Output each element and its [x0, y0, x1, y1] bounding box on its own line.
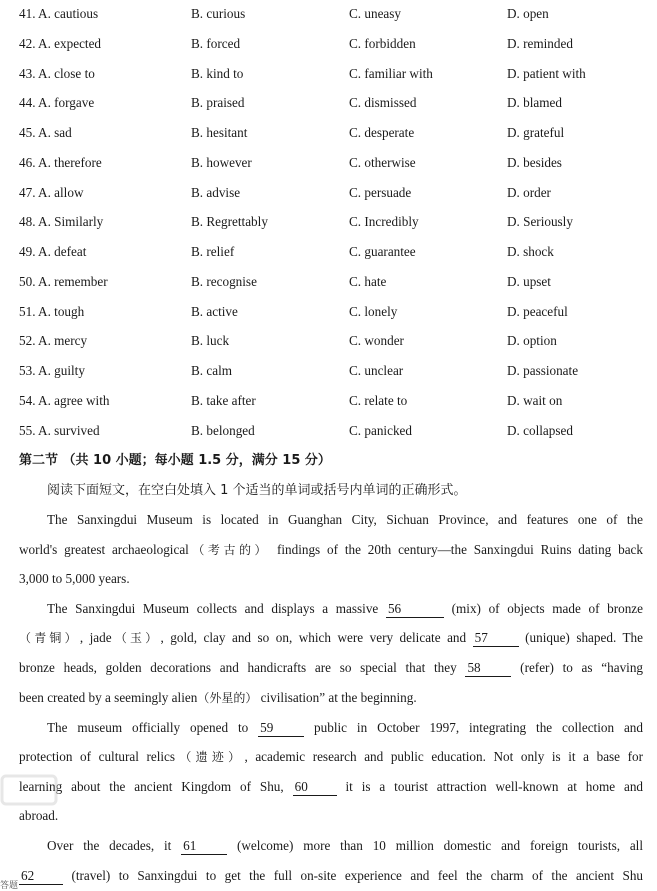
option-a[interactable]: 50. A. remember — [19, 273, 108, 289]
option-a[interactable]: 48. A. Similarly — [19, 214, 104, 230]
blank-61[interactable]: 61 — [181, 838, 227, 855]
option-d[interactable]: D. patient with — [507, 65, 586, 81]
option-c[interactable]: C. wonder — [349, 333, 404, 349]
option-b[interactable]: B. recognise — [191, 273, 257, 289]
option-row — [0, 302, 657, 322]
option-b[interactable]: B. take after — [191, 392, 256, 408]
option-c[interactable]: C. dismissed — [349, 95, 417, 111]
option-d[interactable]: D. passionate — [507, 363, 579, 378]
watermark-logo — [0, 770, 60, 819]
option-a[interactable]: 55. A. survived — [19, 422, 100, 438]
option-a[interactable]: 47. A. allow — [19, 184, 84, 200]
option-row — [0, 272, 657, 292]
option-a[interactable]: 46. A. therefore — [19, 154, 102, 170]
option-row — [0, 4, 657, 24]
option-a[interactable]: 43. A. close to — [19, 65, 95, 81]
section-heading: 第二节 （共 10 小题；每小题 1.5 分，满分 15 分） — [19, 453, 331, 468]
blank-62[interactable]: 62 — [19, 868, 63, 885]
passage-line: learning about the ancient Kingdom of Shu, 60 it is a tourist attraction well-known at home and — [19, 779, 644, 794]
option-c[interactable]: C. forbidden — [349, 35, 416, 51]
option-c[interactable]: C. panicked — [349, 422, 412, 438]
option-b[interactable]: B. hesitant — [191, 125, 248, 140]
option-c[interactable]: C. relate to — [349, 392, 408, 408]
option-b[interactable]: B. active — [191, 303, 238, 319]
option-a[interactable]: 45. A. sad — [19, 125, 72, 140]
option-b[interactable]: B. relief — [191, 244, 235, 259]
option-c[interactable]: C. lonely — [349, 303, 398, 319]
passage-line: bronze heads, golden decorations and handicrafts are so special that they 58 (refer) to as “having — [19, 660, 644, 675]
blank-56[interactable]: 56 — [386, 601, 444, 618]
blank-58[interactable]: 58 — [465, 660, 511, 677]
option-row — [0, 123, 657, 143]
option-d[interactable]: D. collapsed — [507, 422, 573, 438]
passage-line: The Sanxingdui Museum collects and displays a massive 56 (mix) of objects made of bronze — [47, 601, 644, 616]
option-a[interactable]: 41. A. cautious — [19, 6, 99, 21]
corner-label: 答题 — [0, 881, 19, 891]
option-row — [0, 331, 657, 351]
option-b[interactable]: B. advise — [191, 184, 241, 200]
option-c[interactable]: C. familiar with — [349, 65, 433, 81]
passage-line: The museum officially opened to 59 public in October 1997, integrating the collection and — [47, 720, 643, 735]
passage-line: 3,000 to 5,000 years. — [19, 571, 130, 586]
option-c[interactable]: C. hate — [349, 273, 387, 289]
option-row — [0, 93, 657, 113]
option-b[interactable]: B. calm — [191, 363, 233, 378]
option-d[interactable]: D. open — [507, 6, 549, 21]
option-a[interactable]: 53. A. guilty — [19, 363, 85, 378]
passage-line: The Sanxingdui Museum is located in Guanghan City, Sichuan Province, and features one of the — [47, 512, 643, 527]
option-c[interactable]: C. Incredibly — [349, 214, 419, 230]
option-a[interactable]: 49. A. defeat — [19, 244, 87, 259]
option-b[interactable]: B. curious — [191, 6, 246, 21]
option-c[interactable]: C. otherwise — [349, 154, 416, 170]
option-b[interactable]: B. Regrettably — [191, 214, 268, 230]
passage-line: Over the decades, it 61 (welcome) more than 10 million domestic and foreign tourists, all — [47, 838, 644, 853]
option-d[interactable]: D. option — [507, 333, 557, 349]
option-c[interactable]: C. uneasy — [349, 6, 402, 21]
option-row — [0, 212, 657, 232]
option-c[interactable]: C. unclear — [349, 363, 404, 378]
option-d[interactable]: D. order — [507, 184, 551, 200]
blank-59[interactable]: 59 — [258, 720, 304, 737]
passage-line: world's greatest archaeological（考古的） findings of the 20th century—the Sanxingdui Ruins dating back — [19, 542, 643, 557]
option-row — [0, 421, 657, 441]
blank-60[interactable]: 60 — [293, 779, 337, 796]
option-d[interactable]: D. upset — [507, 273, 551, 289]
passage-line: （青铜）, jade（玉）, gold, clay and so on, which were very delicate and 57 (unique) shaped. The — [19, 630, 644, 645]
option-b[interactable]: B. kind to — [191, 65, 244, 81]
option-d[interactable]: D. wait on — [507, 392, 563, 408]
section-instruction: 阅读下面短文，在空白处填入 1 个适当的单词或括号内单词的正确形式。 — [47, 483, 467, 498]
passage-line: protection of cultural relics（遗迹）, academic research and public education. Not only is it a base for — [19, 749, 643, 764]
option-row — [0, 34, 657, 54]
option-b[interactable]: B. however — [191, 154, 252, 170]
option-d[interactable]: D. besides — [507, 154, 562, 170]
option-a[interactable]: 54. A. agree with — [19, 392, 110, 408]
option-row — [0, 153, 657, 173]
option-row — [0, 242, 657, 262]
blank-57[interactable]: 57 — [473, 630, 519, 647]
option-row — [0, 183, 657, 203]
option-c[interactable]: C. desperate — [349, 125, 415, 140]
passage-line: 62 (travel) to Sanxingdui to get the full on-site experience and feel the charm of the ancient Shu — [21, 868, 644, 883]
option-row — [0, 391, 657, 411]
passage-line: abroad. — [19, 808, 59, 823]
option-d[interactable]: D. blamed — [507, 95, 562, 111]
option-c[interactable]: C. guarantee — [349, 244, 416, 259]
option-d[interactable]: D. shock — [507, 244, 554, 259]
option-row — [0, 361, 657, 381]
option-a[interactable]: 51. A. tough — [19, 303, 85, 319]
option-c[interactable]: C. persuade — [349, 184, 412, 200]
passage-line: been created by a seemingly alien（外星的） civilisation” at the beginning. — [19, 690, 417, 705]
option-b[interactable]: B. belonged — [191, 422, 255, 438]
watermark-icon — [0, 770, 60, 810]
option-d[interactable]: D. peaceful — [507, 303, 568, 319]
option-a[interactable]: 44. A. forgave — [19, 95, 95, 111]
option-b[interactable]: B. forced — [191, 35, 241, 51]
option-a[interactable]: 52. A. mercy — [19, 333, 88, 349]
option-d[interactable]: D. reminded — [507, 35, 573, 51]
option-d[interactable]: D. grateful — [507, 125, 565, 140]
option-b[interactable]: B. luck — [191, 333, 230, 349]
option-b[interactable]: B. praised — [191, 95, 245, 111]
option-a[interactable]: 42. A. expected — [19, 35, 102, 51]
option-row — [0, 64, 657, 84]
option-d[interactable]: D. Seriously — [507, 214, 573, 230]
